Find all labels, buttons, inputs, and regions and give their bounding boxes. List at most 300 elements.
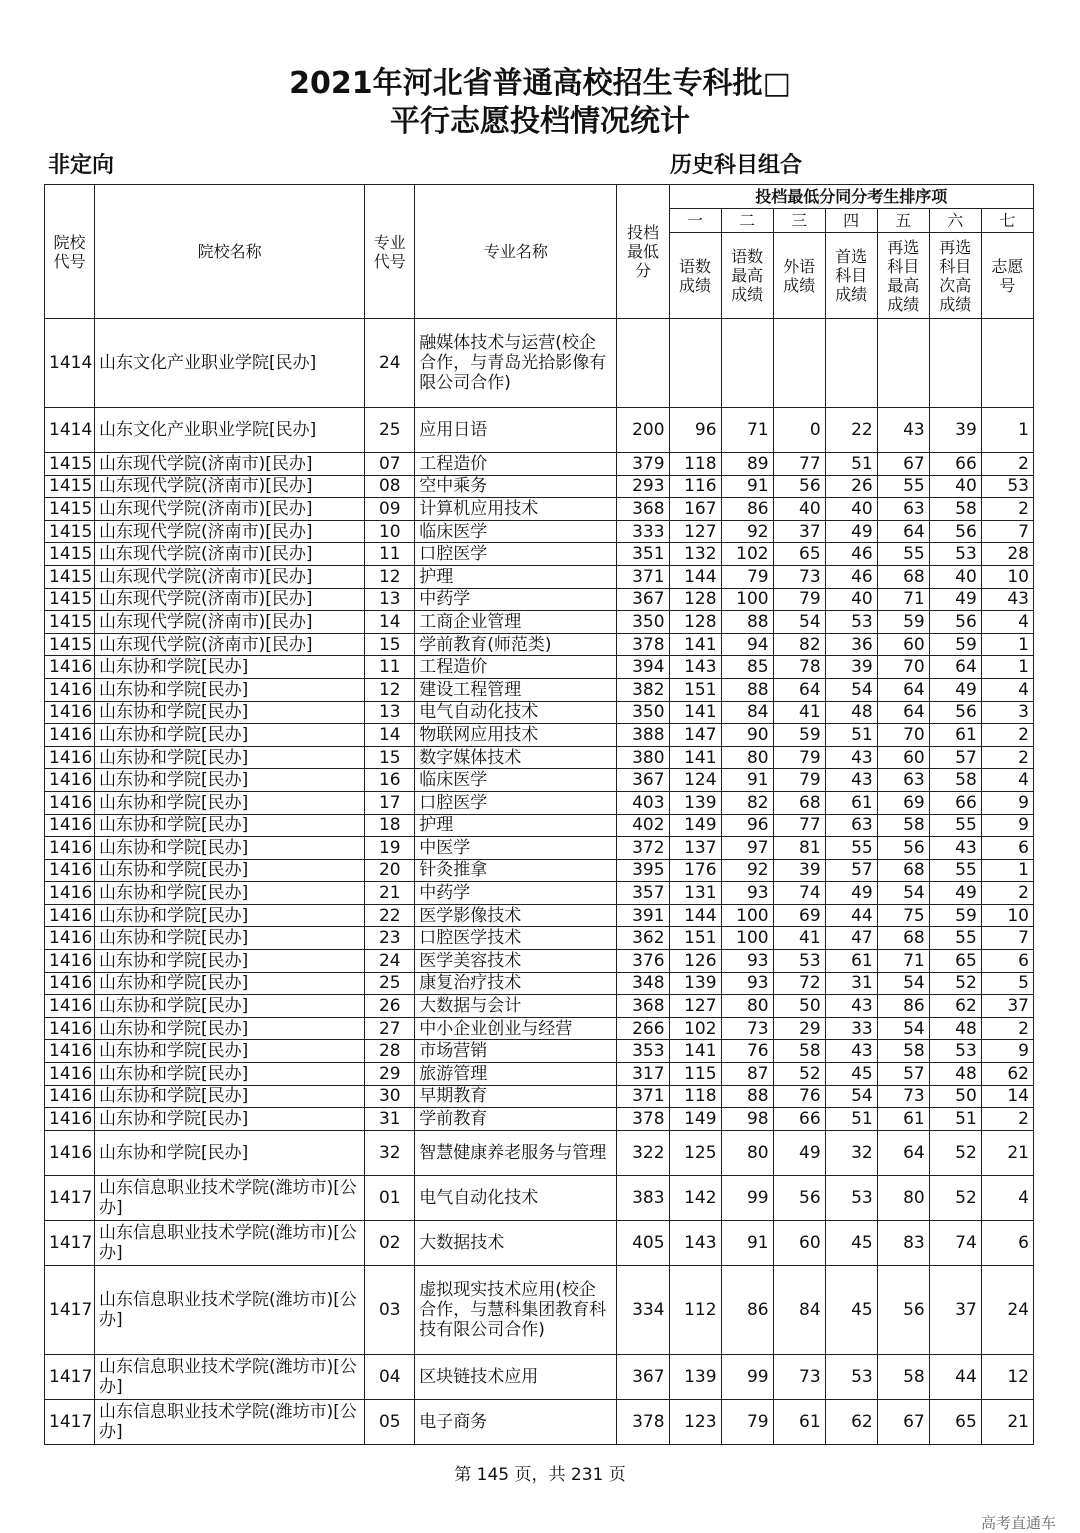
table-row <box>45 1220 1034 1265</box>
table-row <box>45 1063 1034 1086</box>
criterion-cell: 52 <box>929 1175 981 1220</box>
min-score-cell: 348 <box>617 972 669 995</box>
criterion-cell: 4 <box>981 1175 1033 1220</box>
criterion-cell: 41 <box>773 927 825 950</box>
criterion-cell: 88 <box>721 678 773 701</box>
criterion-cell: 141 <box>669 701 721 724</box>
criterion-cell: 75 <box>877 904 929 927</box>
criterion-cell: 71 <box>877 950 929 973</box>
criterion-cell: 48 <box>825 701 877 724</box>
table-row <box>45 611 1034 634</box>
criterion-cell: 55 <box>929 859 981 882</box>
criterion-cell: 55 <box>929 927 981 950</box>
criterion-cell: 77 <box>773 814 825 837</box>
major-code-cell: 25 <box>365 972 415 995</box>
criterion-cell: 49 <box>825 882 877 905</box>
school-name-cell: 山东信息职业技术学院(潍坊市)[公办] <box>95 1175 365 1220</box>
criterion-cell: 2 <box>981 1108 1033 1131</box>
criterion-cell: 54 <box>825 1085 877 1108</box>
major-code-cell: 17 <box>365 791 415 814</box>
criterion-cell: 90 <box>721 724 773 747</box>
criterion-cell: 69 <box>773 904 825 927</box>
criterion-cell: 124 <box>669 769 721 792</box>
criterion-cell: 70 <box>877 656 929 679</box>
criterion-cell: 65 <box>929 1399 981 1444</box>
criterion-cell: 10 <box>981 565 1033 588</box>
min-score-cell: 200 <box>617 408 669 453</box>
major-name-cell: 电气自动化技术 <box>415 701 617 724</box>
min-score-cell: 403 <box>617 791 669 814</box>
criterion-cell: 84 <box>773 1265 825 1354</box>
criterion-cell: 64 <box>773 678 825 701</box>
table-row <box>45 1399 1034 1444</box>
criterion-cell: 60 <box>877 633 929 656</box>
major-code-cell: 12 <box>365 678 415 701</box>
major-name-cell: 区块链技术应用 <box>415 1354 617 1399</box>
criterion-cell: 137 <box>669 837 721 860</box>
school-code-cell: 1415 <box>45 520 95 543</box>
criterion-cell: 94 <box>721 633 773 656</box>
school-name-cell: 山东协和学院[民办] <box>95 859 365 882</box>
school-name-cell: 山东协和学院[民办] <box>95 904 365 927</box>
criterion-cell: 61 <box>877 1108 929 1131</box>
criterion-cell: 80 <box>721 746 773 769</box>
criterion-cell: 139 <box>669 972 721 995</box>
school-code-cell: 1414 <box>45 319 95 408</box>
major-name-cell: 口腔医学 <box>415 543 617 566</box>
criterion-cell: 5 <box>981 972 1033 995</box>
criterion-cell: 65 <box>773 543 825 566</box>
min-score-cell <box>617 319 669 408</box>
criterion-cell: 40 <box>929 565 981 588</box>
table-row <box>45 972 1034 995</box>
major-code-cell: 31 <box>365 1108 415 1131</box>
header-rank-1: 一 <box>669 209 721 233</box>
school-code-cell: 1415 <box>45 565 95 588</box>
criterion-cell: 149 <box>669 814 721 837</box>
criterion-cell: 131 <box>669 882 721 905</box>
table-row <box>45 995 1034 1018</box>
header-school-code: 院校代号 <box>45 185 95 319</box>
criterion-cell: 66 <box>773 1108 825 1131</box>
table-row <box>45 1085 1034 1108</box>
criterion-cell: 53 <box>825 1175 877 1220</box>
criterion-cell: 76 <box>721 1040 773 1063</box>
school-code-cell: 1416 <box>45 791 95 814</box>
criterion-cell: 1 <box>981 656 1033 679</box>
header-rank-3: 三 <box>773 209 825 233</box>
criterion-cell: 6 <box>981 1220 1033 1265</box>
school-code-cell: 1416 <box>45 701 95 724</box>
criterion-cell: 43 <box>825 769 877 792</box>
school-name-cell: 山东现代学院(济南市)[民办] <box>95 633 365 656</box>
school-name-cell: 山东信息职业技术学院(潍坊市)[公办] <box>95 1354 365 1399</box>
criterion-cell: 54 <box>877 1017 929 1040</box>
table-row <box>45 882 1034 905</box>
school-name-cell: 山东协和学院[民办] <box>95 791 365 814</box>
school-code-cell: 1415 <box>45 588 95 611</box>
criterion-cell: 92 <box>721 520 773 543</box>
school-code-cell: 1416 <box>45 1017 95 1040</box>
criterion-cell: 53 <box>825 611 877 634</box>
school-code-cell: 1415 <box>45 543 95 566</box>
criterion-cell: 86 <box>877 995 929 1018</box>
criterion-cell: 92 <box>721 859 773 882</box>
major-code-cell: 24 <box>365 950 415 973</box>
criterion-cell: 54 <box>773 611 825 634</box>
criterion-cell: 51 <box>825 453 877 476</box>
school-name-cell: 山东协和学院[民办] <box>95 1130 365 1175</box>
major-code-cell: 07 <box>365 453 415 476</box>
major-code-cell: 10 <box>365 520 415 543</box>
criterion-cell: 48 <box>929 1017 981 1040</box>
criterion-cell: 132 <box>669 543 721 566</box>
school-code-cell: 1416 <box>45 656 95 679</box>
criterion-cell: 127 <box>669 995 721 1018</box>
criterion-cell: 24 <box>981 1265 1033 1354</box>
criterion-cell: 53 <box>825 1354 877 1399</box>
criterion-cell: 93 <box>721 972 773 995</box>
criterion-cell: 98 <box>721 1108 773 1131</box>
criterion-cell: 167 <box>669 498 721 521</box>
criterion-cell: 10 <box>981 904 1033 927</box>
criterion-cell: 4 <box>981 769 1033 792</box>
school-code-cell: 1415 <box>45 498 95 521</box>
table-row <box>45 1108 1034 1131</box>
school-code-cell: 1415 <box>45 611 95 634</box>
criterion-cell: 40 <box>825 588 877 611</box>
criterion-cell: 58 <box>929 498 981 521</box>
school-code-cell: 1416 <box>45 882 95 905</box>
criterion-cell: 79 <box>773 769 825 792</box>
min-score-cell: 293 <box>617 475 669 498</box>
criterion-cell: 2 <box>981 498 1033 521</box>
table-row <box>45 1130 1034 1175</box>
criterion-cell: 102 <box>669 1017 721 1040</box>
criterion-cell: 62 <box>981 1063 1033 1086</box>
criterion-cell: 43 <box>825 995 877 1018</box>
criterion-cell: 49 <box>825 520 877 543</box>
major-code-cell: 29 <box>365 1063 415 1086</box>
criterion-cell: 69 <box>877 791 929 814</box>
criterion-cell: 60 <box>877 746 929 769</box>
criterion-cell <box>773 319 825 408</box>
major-code-cell: 03 <box>365 1265 415 1354</box>
criterion-cell: 96 <box>721 814 773 837</box>
watermark: 高考直通车 <box>980 1514 1056 1532</box>
school-code-cell: 1416 <box>45 1085 95 1108</box>
school-code-cell: 1416 <box>45 814 95 837</box>
criterion-cell: 63 <box>877 498 929 521</box>
criterion-cell: 80 <box>877 1175 929 1220</box>
school-name-cell: 山东协和学院[民办] <box>95 724 365 747</box>
min-score-cell: 351 <box>617 543 669 566</box>
criterion-cell: 139 <box>669 791 721 814</box>
criterion-cell: 22 <box>825 408 877 453</box>
header-criterion-5: 再选科目最高成绩 <box>877 233 929 319</box>
criterion-cell <box>669 319 721 408</box>
school-code-cell: 1416 <box>45 972 95 995</box>
school-name-cell: 山东信息职业技术学院(潍坊市)[公办] <box>95 1265 365 1354</box>
header-major-name: 专业名称 <box>415 185 617 319</box>
school-name-cell: 山东协和学院[民办] <box>95 927 365 950</box>
min-score-cell: 333 <box>617 520 669 543</box>
criterion-cell: 56 <box>929 611 981 634</box>
major-name-cell: 口腔医学 <box>415 791 617 814</box>
criterion-cell <box>929 319 981 408</box>
major-name-cell: 计算机应用技术 <box>415 498 617 521</box>
criterion-cell: 123 <box>669 1399 721 1444</box>
table-row <box>45 746 1034 769</box>
criterion-cell: 128 <box>669 588 721 611</box>
major-code-cell: 02 <box>365 1220 415 1265</box>
criterion-cell: 64 <box>877 678 929 701</box>
criterion-cell: 60 <box>773 1220 825 1265</box>
header-criterion-2: 语数最高成绩 <box>721 233 773 319</box>
criterion-cell: 4 <box>981 678 1033 701</box>
criterion-cell: 43 <box>825 746 877 769</box>
major-code-cell: 25 <box>365 408 415 453</box>
school-name-cell: 山东现代学院(济南市)[民办] <box>95 520 365 543</box>
criterion-cell: 68 <box>773 791 825 814</box>
criterion-cell: 51 <box>825 724 877 747</box>
table-row <box>45 769 1034 792</box>
criterion-cell: 37 <box>929 1265 981 1354</box>
criterion-cell: 49 <box>773 1130 825 1175</box>
criterion-cell: 79 <box>773 746 825 769</box>
min-score-cell: 382 <box>617 678 669 701</box>
criterion-cell: 2 <box>981 453 1033 476</box>
criterion-cell: 1 <box>981 408 1033 453</box>
criterion-cell: 71 <box>721 408 773 453</box>
criterion-cell: 46 <box>825 543 877 566</box>
criterion-cell: 49 <box>929 588 981 611</box>
min-score-cell: 405 <box>617 1220 669 1265</box>
school-name-cell: 山东文化产业职业学院[民办] <box>95 408 365 453</box>
major-name-cell: 早期教育 <box>415 1085 617 1108</box>
criterion-cell: 39 <box>929 408 981 453</box>
school-code-cell: 1417 <box>45 1265 95 1354</box>
major-name-cell: 电气自动化技术 <box>415 1175 617 1220</box>
criterion-cell: 100 <box>721 927 773 950</box>
school-name-cell: 山东现代学院(济南市)[民办] <box>95 543 365 566</box>
major-name-cell: 物联网应用技术 <box>415 724 617 747</box>
min-score-cell: 378 <box>617 1108 669 1131</box>
min-score-cell: 367 <box>617 1354 669 1399</box>
criterion-cell: 91 <box>721 475 773 498</box>
criterion-cell: 2 <box>981 746 1033 769</box>
major-code-cell: 04 <box>365 1354 415 1399</box>
header-tiebreak-group: 投档最低分同分考生排序项 <box>669 185 1033 209</box>
table-row <box>45 904 1034 927</box>
criterion-cell: 21 <box>981 1399 1033 1444</box>
criterion-cell: 49 <box>929 882 981 905</box>
criterion-cell: 68 <box>877 859 929 882</box>
table-row <box>45 791 1034 814</box>
major-code-cell: 24 <box>365 319 415 408</box>
min-score-cell: 371 <box>617 565 669 588</box>
criterion-cell: 127 <box>669 520 721 543</box>
criterion-cell: 37 <box>773 520 825 543</box>
criterion-cell: 99 <box>721 1175 773 1220</box>
criterion-cell: 86 <box>721 498 773 521</box>
major-name-cell: 针灸推拿 <box>415 859 617 882</box>
admission-table <box>44 184 1034 1445</box>
criterion-cell: 43 <box>929 837 981 860</box>
table-row <box>45 1265 1034 1354</box>
criterion-cell: 128 <box>669 611 721 634</box>
school-code-cell: 1416 <box>45 746 95 769</box>
criterion-cell: 116 <box>669 475 721 498</box>
major-code-cell: 01 <box>365 1175 415 1220</box>
school-code-cell: 1415 <box>45 475 95 498</box>
min-score-cell: 378 <box>617 633 669 656</box>
criterion-cell: 83 <box>877 1220 929 1265</box>
criterion-cell: 59 <box>929 904 981 927</box>
criterion-cell: 37 <box>981 995 1033 1018</box>
criterion-cell: 61 <box>825 791 877 814</box>
major-name-cell: 虚拟现实技术应用(校企合作，与慧科集团教育科技有限公司合作) <box>415 1265 617 1354</box>
major-name-cell: 口腔医学技术 <box>415 927 617 950</box>
school-code-cell: 1414 <box>45 408 95 453</box>
major-name-cell: 空中乘务 <box>415 475 617 498</box>
criterion-cell: 93 <box>721 882 773 905</box>
table-row <box>45 543 1034 566</box>
criterion-cell: 45 <box>825 1265 877 1354</box>
criterion-cell: 33 <box>825 1017 877 1040</box>
major-code-cell: 14 <box>365 724 415 747</box>
major-name-cell: 工程造价 <box>415 453 617 476</box>
criterion-cell: 2 <box>981 724 1033 747</box>
major-name-cell: 护理 <box>415 565 617 588</box>
school-name-cell: 山东协和学院[民办] <box>95 995 365 1018</box>
criterion-cell: 79 <box>773 588 825 611</box>
criterion-cell: 142 <box>669 1175 721 1220</box>
criterion-cell: 50 <box>929 1085 981 1108</box>
min-score-cell: 391 <box>617 904 669 927</box>
criterion-cell: 176 <box>669 859 721 882</box>
criterion-cell: 56 <box>929 701 981 724</box>
criterion-cell: 82 <box>721 791 773 814</box>
criterion-cell: 6 <box>981 950 1033 973</box>
criterion-cell: 115 <box>669 1063 721 1086</box>
major-code-cell: 23 <box>365 927 415 950</box>
header-rank-6: 六 <box>929 209 981 233</box>
criterion-cell: 39 <box>825 656 877 679</box>
criterion-cell: 39 <box>773 859 825 882</box>
major-name-cell: 旅游管理 <box>415 1063 617 1086</box>
school-name-cell: 山东协和学院[民办] <box>95 837 365 860</box>
criterion-cell: 48 <box>929 1063 981 1086</box>
criterion-cell: 89 <box>721 453 773 476</box>
criterion-cell: 14 <box>981 1085 1033 1108</box>
major-name-cell: 护理 <box>415 814 617 837</box>
criterion-cell: 73 <box>877 1085 929 1108</box>
criterion-cell: 65 <box>929 950 981 973</box>
school-name-cell: 山东现代学院(济南市)[民办] <box>95 588 365 611</box>
school-code-cell: 1416 <box>45 1040 95 1063</box>
school-code-cell: 1417 <box>45 1399 95 1444</box>
header-criterion-1: 语数成绩 <box>669 233 721 319</box>
criterion-cell: 79 <box>721 1399 773 1444</box>
major-name-cell: 临床医学 <box>415 520 617 543</box>
table-row <box>45 656 1034 679</box>
major-code-cell: 13 <box>365 701 415 724</box>
school-name-cell: 山东协和学院[民办] <box>95 769 365 792</box>
criterion-cell: 57 <box>877 1063 929 1086</box>
table-row <box>45 475 1034 498</box>
criterion-cell: 9 <box>981 814 1033 837</box>
criterion-cell: 21 <box>981 1130 1033 1175</box>
criterion-cell: 53 <box>929 543 981 566</box>
criterion-cell: 141 <box>669 633 721 656</box>
criterion-cell: 144 <box>669 565 721 588</box>
school-name-cell: 山东协和学院[民办] <box>95 1085 365 1108</box>
criterion-cell: 55 <box>929 814 981 837</box>
criterion-cell: 149 <box>669 1108 721 1131</box>
criterion-cell: 9 <box>981 1040 1033 1063</box>
criterion-cell: 79 <box>721 565 773 588</box>
criterion-cell: 58 <box>773 1040 825 1063</box>
major-name-cell: 大数据技术 <box>415 1220 617 1265</box>
major-name-cell: 工程造价 <box>415 656 617 679</box>
criterion-cell: 66 <box>929 791 981 814</box>
major-name-cell: 医学美容技术 <box>415 950 617 973</box>
criterion-cell: 100 <box>721 904 773 927</box>
criterion-cell: 7 <box>981 927 1033 950</box>
criterion-cell: 43 <box>825 1040 877 1063</box>
major-code-cell: 15 <box>365 633 415 656</box>
school-code-cell: 1417 <box>45 1354 95 1399</box>
criterion-cell: 88 <box>721 1085 773 1108</box>
header-major-code: 专业代号 <box>365 185 415 319</box>
criterion-cell: 4 <box>981 611 1033 634</box>
header-rank-2: 二 <box>721 209 773 233</box>
criterion-cell: 56 <box>773 475 825 498</box>
criterion-cell: 151 <box>669 927 721 950</box>
criterion-cell: 6 <box>981 837 1033 860</box>
major-name-cell: 中医学 <box>415 837 617 860</box>
school-name-cell: 山东现代学院(济南市)[民办] <box>95 475 365 498</box>
header-criterion-4: 首选科目成绩 <box>825 233 877 319</box>
criterion-cell: 61 <box>773 1399 825 1444</box>
school-code-cell: 1416 <box>45 724 95 747</box>
criterion-cell: 43 <box>981 588 1033 611</box>
criterion-cell: 84 <box>721 701 773 724</box>
table-row <box>45 837 1034 860</box>
criterion-cell: 102 <box>721 543 773 566</box>
major-code-cell: 11 <box>365 543 415 566</box>
min-score-cell: 317 <box>617 1063 669 1086</box>
criterion-cell: 58 <box>877 1354 929 1399</box>
table-row <box>45 1175 1034 1220</box>
table-row <box>45 633 1034 656</box>
major-name-cell: 学前教育(师范类) <box>415 633 617 656</box>
table-row <box>45 453 1034 476</box>
school-code-cell: 1416 <box>45 1063 95 1086</box>
min-score-cell: 402 <box>617 814 669 837</box>
criterion-cell: 41 <box>773 701 825 724</box>
min-score-cell: 378 <box>617 1399 669 1444</box>
school-name-cell: 山东协和学院[民办] <box>95 1017 365 1040</box>
major-code-cell: 27 <box>365 1017 415 1040</box>
school-name-cell: 山东协和学院[民办] <box>95 678 365 701</box>
criterion-cell: 62 <box>929 995 981 1018</box>
criterion-cell: 66 <box>929 453 981 476</box>
criterion-cell: 55 <box>877 475 929 498</box>
school-name-cell: 山东协和学院[民办] <box>95 1108 365 1131</box>
table-row <box>45 678 1034 701</box>
